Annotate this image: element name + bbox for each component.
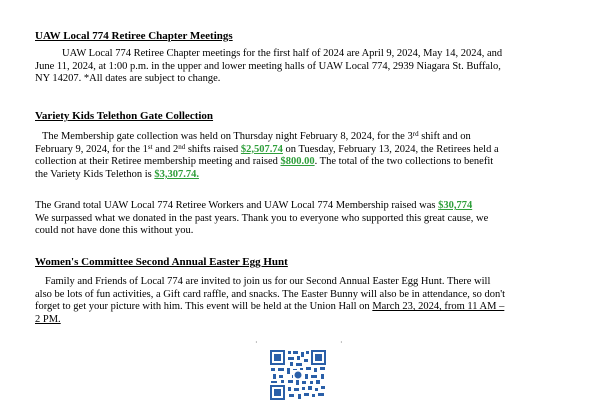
text-line: NY 14207. *All dates are subject to change. [35,73,221,85]
text-span: on Tuesday, February 13, 2024, the Retirees held a [282,143,499,155]
text-span: The Membership gate collection was held on Thursday night February 8, 2024, for the 3 [42,131,413,142]
text-span: shifts raised [185,143,241,155]
amount-shifts-raised: $2,507.74 [240,143,283,155]
paragraph-grand-total [35,200,570,238]
text-line [35,169,570,182]
heading-retiree-meetings: UAW Local 774 Retiree Chapter Meetings [35,30,233,42]
event-date-time: March 23, 2024, from 11 AM – [372,301,505,313]
text-span: forget to get your picture with him. This event will be held at the Union Hall on [35,301,373,313]
text-line [35,156,570,169]
superscript: st [147,142,153,151]
amount-telethon-total: $3,307.74. [154,168,199,180]
superscript: rd [412,130,419,138]
text-line [35,131,570,144]
text-span: . The total of the two collections to benefit [314,156,494,168]
text-span: the Variety Kids Telethon is [35,168,155,180]
text-line: We surpassed what we donated in the past years. Thank you to everyone who supported this great cause, we [35,212,489,224]
text-span: and 2 [152,143,179,155]
text-span: shift and on [418,131,471,142]
heading-telethon-gate-collection: Variety Kids Telethon Gate Collection [35,110,214,122]
text-span: The Grand total UAW Local 774 Retiree Workers and UAW Local 774 Membership raised was [35,200,439,211]
heading-easter-egg-hunt: Women's Committee Second Annual Easter Egg Hunt [35,256,288,268]
text-span: February 9, 2024, for the 1 [35,143,148,155]
text-line: June 11, 2024, at 1:00 p.m. in the upper and lower meeting halls of UAW Local 774, 2939 Niagara St. Buffalo, [35,60,501,72]
dot-mark: · [340,338,343,347]
paragraph-easter-egg-hunt [35,276,570,326]
text-line: could not have done this without you. [35,225,194,237]
event-end-time: 2 PM. [35,313,61,325]
paragraph-gate-collection [35,131,570,181]
text-line [35,314,570,327]
text-line [35,200,570,213]
dot-mark: · [255,338,258,347]
text-line: UAW Local 774 Retiree Chapter meetings for the first half of 2024 are April 9, 2024, May 14, 2024, and [62,48,503,59]
amount-grand-total: $30,774 [438,200,473,211]
amount-retiree-collection: $800.00 [280,156,315,168]
text-line: also be lots of fun activities, a Gift card raffle, and snacks. The Easter Bunny will also be in attendance, so don't [35,288,506,300]
qr-code-icon[interactable] [270,350,326,400]
text-line [35,144,570,157]
superscript: nd [178,142,186,151]
text-line: Family and Friends of Local 774 are invited to join us for our Second Annual Easter Egg Hunt. There will [45,276,491,287]
text-line [35,301,570,314]
text-span: collection at their Retiree membership meeting and raised [35,156,281,168]
paragraph-retiree-meetings [35,48,570,86]
